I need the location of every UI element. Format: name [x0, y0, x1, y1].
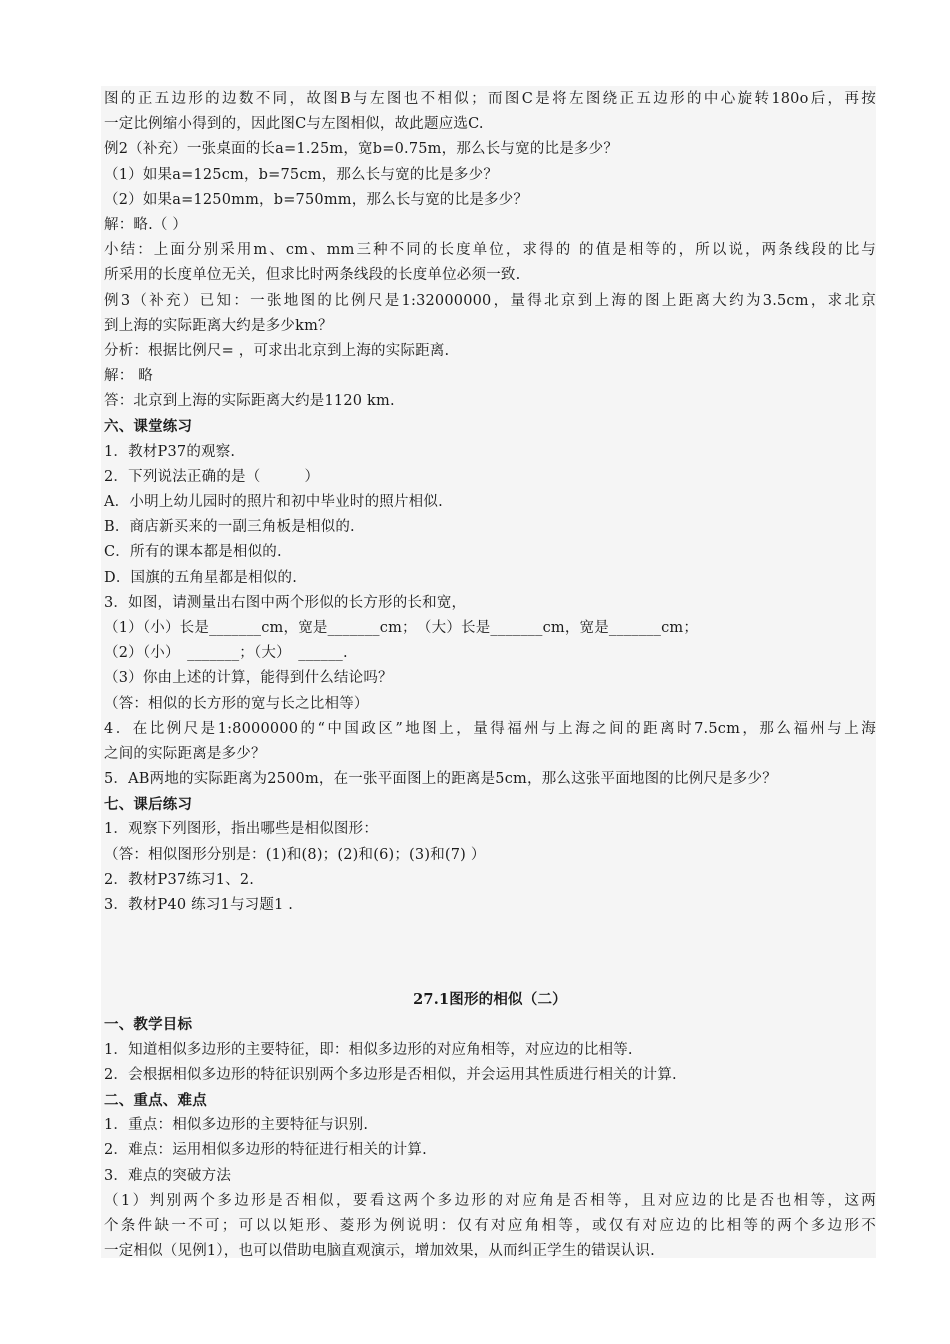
text-line: 1．教材P37的观察. [104, 443, 236, 460]
bottom-text-block [104, 1012, 876, 1264]
text-line: （2）（小） _______；（大） ______. [104, 645, 348, 662]
text-line: 例3（补充）已知：一张地图的比例尺是1:32000000，量得北京到上海的图上距离大约为3.5cm，求北京 [104, 292, 876, 309]
text-line: 3．难点的突破方法 [104, 1167, 232, 1184]
text-line: （答：相似图形分别是：(1)和(8)；(2)和(6)；(3)和(7) ） [104, 846, 486, 863]
text-line: 4．在比例尺是1:8000000的“中国政区”地图上，量得福州与上海之间的距离时7.5cm，那么福州与上海 [104, 720, 876, 737]
text-line: 3．如图，请测量出右图中两个形似的长方形的长和宽， [104, 594, 467, 611]
text-line: 个条件缺一不可；可以以矩形、菱形为例说明：仅有对应角相等，或仅有对应边的比相等的两个多边形不 [104, 1217, 876, 1234]
text-line: （2）如果a=1250mm，b=750mm，那么长与宽的比是多少？ [104, 191, 529, 208]
text-line: 2．难点：运用相似多边形的特征进行相关的计算. [104, 1142, 427, 1159]
text-line: 1．观察下列图形，指出哪些是相似图形： [104, 821, 379, 838]
document-content [104, 87, 876, 1264]
section-heading: 一、教学目标 [104, 1016, 193, 1034]
text-line: （1）如果a=125cm，b=75cm，那么长与宽的比是多少？ [104, 166, 499, 183]
text-line: 一定比例缩小得到的，因此图C与左图相似，故此题应选C. [104, 116, 484, 133]
text-line: 分析：根据比例尺= ，可求出北京到上海的实际距离. [104, 342, 450, 359]
text-line: 2．教材P37练习1、2. [104, 871, 255, 888]
text-line: 5．AB两地的实际距离为2500m，在一张平面图上的距离是5cm，那么这张平面地图的比例尺是多少？ [104, 771, 777, 788]
text-line: 所采用的长度单位无关，但求比时两条线段的长度单位必须一致. [104, 267, 521, 284]
text-line: （1）（小）长是_______cm，宽是_______cm； （大）长是_______cm，宽是_______cm； [104, 619, 699, 636]
section-heading: 七、课后练习 [104, 796, 193, 814]
text-line: 例2（补充）一张桌面的长a=1.25m，宽b=0.75m，那么长与宽的比是多少？ [104, 141, 619, 158]
text-line: B．商店新买来的一副三角板是相似的. [104, 519, 355, 536]
text-line: 1．重点：相似多边形的主要特征与识别. [104, 1117, 369, 1134]
text-line: （1）判别两个多边形是否相似，要看这两个多边形的对应角是否相等，且对应边的比是否也相等，这两 [104, 1192, 876, 1209]
text-line: 一定相似（见例1），也可以借助电脑直观演示，增加效果，从而纠正学生的错误认识. [104, 1243, 655, 1260]
text-line: A．小明上幼儿园时的照片和初中毕业时的照片相似. [104, 494, 443, 510]
section-heading: 六、课堂练习 [104, 418, 193, 436]
text-line: （3）你由上述的计算，能得到什么结论吗？ [104, 670, 393, 687]
section-title: 27.1图形的相似（二） [413, 991, 567, 1009]
text-line: D．国旗的五角星都是相似的. [104, 569, 298, 586]
text-line: 小结：上面分别采用m、cm、mm三种不同的长度单位，求得的 的值是相等的，所以说，两条线段的比与 [104, 242, 876, 259]
text-line: 3．教材P40 练习1与习题1 . [104, 897, 294, 913]
text-line: C．所有的课本都是相似的. [104, 544, 282, 561]
top-text-block [104, 87, 876, 918]
text-line: 2．下列说法正确的是（ ） [104, 468, 320, 485]
text-line: 2．会根据相似多边形的特征识别两个多边形是否相似，并会运用其性质进行相关的计算. [104, 1066, 677, 1083]
section-heading: 二、重点、难点 [104, 1091, 207, 1109]
text-line: （答：相似的长方形的宽与长之比相等） [104, 695, 369, 712]
section-spacer [104, 918, 876, 987]
text-line: 到上海的实际距离大约是多少km？ [104, 317, 333, 334]
text-line: 解： 略 [104, 368, 153, 385]
text-line: 之间的实际距离是多少？ [104, 745, 266, 762]
text-line: 解：略.（ ） [104, 216, 188, 233]
text-line: 答：北京到上海的实际距离大约是1120 km. [104, 393, 395, 410]
text-line: 1．知道相似多边形的主要特征，即：相似多边形的对应角相等，对应边的比相等. [104, 1041, 633, 1058]
text-line: 图的正五边形的边数不同，故图B与左图也不相似；而图C是将左图绕正五边形的中心旋转180o后，再按 [104, 91, 876, 107]
